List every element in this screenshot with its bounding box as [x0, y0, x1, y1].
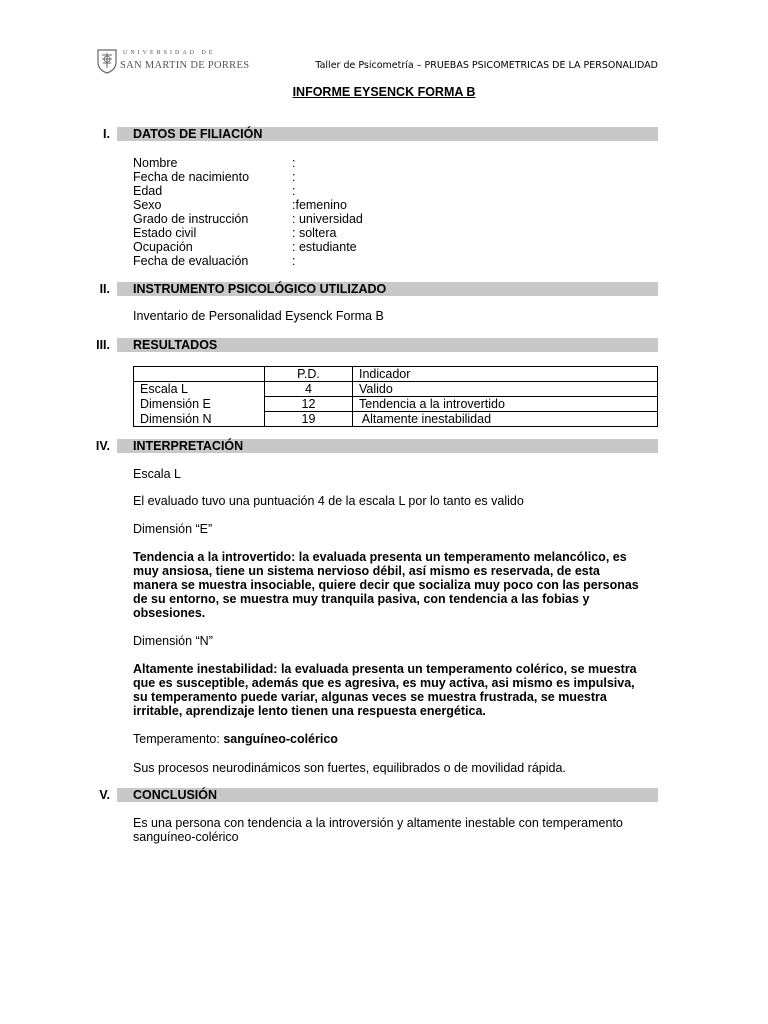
- paragraph-line: que es susceptible, además que es agresiva, es muy activa, asi mismo es impulsiva,: [133, 676, 635, 690]
- dim-e-heading: Dimensión “E”: [133, 522, 213, 536]
- dim-n-paragraph: [133, 662, 658, 718]
- filiation-value: : soltera: [292, 226, 337, 240]
- indicator-cell: Valido: [353, 382, 658, 397]
- temperament-value: sanguíneo-colérico: [223, 732, 338, 746]
- table-header-row: [134, 367, 658, 382]
- course-header: Taller de Psicometría – PRUEBAS PSICOMETRICAS DE LA PERSONALIDAD: [315, 60, 658, 71]
- temperament-line: [133, 732, 658, 746]
- paragraph-line: muy ansiosa, tiene un sistema nervioso débil, así mismo es reservada, de esta: [133, 564, 600, 578]
- section-number: V.: [99, 788, 110, 802]
- filiation-value: : universidad: [292, 212, 363, 226]
- filiation-value: :: [292, 170, 296, 184]
- table-header-cell: [134, 367, 265, 382]
- section-number: IV.: [95, 439, 110, 453]
- section-heading-results: [85, 338, 658, 353]
- table-header-cell: Indicador: [353, 367, 658, 382]
- scale-cell: Dimensión E: [134, 397, 265, 412]
- section-label: RESULTADOS: [133, 338, 218, 352]
- section-label: INTERPRETACIÓN: [133, 439, 244, 453]
- filiation-key: Grado de instrucción: [133, 212, 249, 226]
- table-row: [134, 412, 658, 427]
- university-logo: [96, 46, 250, 76]
- dim-e-paragraph: [133, 550, 658, 620]
- indicator-cell: Tendencia a la introvertido: [353, 397, 658, 412]
- paragraph-line: irritable, aprendizaje lento tienen una respuesta energética.: [133, 704, 486, 718]
- pd-cell: 12: [265, 397, 353, 412]
- paragraph-line: Es una persona con tendencia a la introversión y altamente inestable con temperamento: [133, 816, 623, 830]
- scale-cell: Dimensión N: [134, 412, 265, 427]
- results-table: [133, 366, 658, 427]
- pd-cell: 4: [265, 382, 353, 397]
- filiation-key: Fecha de nacimiento: [133, 170, 250, 184]
- filiation-key: Fecha de evaluación: [133, 254, 249, 268]
- instrument-text: Inventario de Personalidad Eysenck Forma B: [133, 309, 384, 323]
- table-row: [134, 397, 658, 412]
- conclusion-paragraph: [133, 816, 658, 844]
- paragraph-line: manera se muestra insociable, quiere decir que socializa muy poco con las personas: [133, 578, 639, 592]
- filiation-key: Sexo: [133, 198, 162, 212]
- table-row: [134, 382, 658, 397]
- filiation-key: Nombre: [133, 156, 178, 170]
- pd-cell: 19: [265, 412, 353, 427]
- filiation-value: : estudiante: [292, 240, 357, 254]
- section-heading-interpretation: [85, 439, 658, 454]
- shield-icon: [96, 48, 118, 74]
- scale-l-heading: Escala L: [133, 467, 181, 481]
- paragraph-line: su temperamento puede variar, algunas veces se muestra frustrada, se muestra: [133, 690, 607, 704]
- filiation-key: Ocupación: [133, 240, 193, 254]
- paragraph-line: obsesiones.: [133, 606, 206, 620]
- filiation-key: Estado civil: [133, 226, 197, 240]
- dim-n-heading: Dimensión “N”: [133, 634, 213, 648]
- scale-l-text: El evaluado tuvo una puntuación 4 de la escala L por lo tanto es valido: [133, 494, 524, 508]
- filiation-value: :: [292, 156, 296, 170]
- processes-text: Sus procesos neurodinámicos son fuertes, equilibrados o de movilidad rápida.: [133, 761, 566, 775]
- section-number: III.: [96, 338, 110, 352]
- scale-cell: Escala L: [134, 382, 265, 397]
- section-label: CONCLUSIÓN: [133, 788, 218, 802]
- filiation-value: :: [292, 184, 296, 198]
- table-header-cell: P.D.: [265, 367, 353, 382]
- indicator-cell: Altamente inestabilidad: [353, 412, 658, 427]
- paragraph-line: de su entorno, se muestra muy tranquila pasiva, con tendencia a las fobias y: [133, 592, 590, 606]
- logo-text-top: UNIVERSIDAD DE: [123, 50, 216, 56]
- report-title: INFORME EYSENCK FORMA B: [292, 85, 476, 99]
- paragraph-line: Tendencia a la introvertido: la evaluada presenta un temperamento melancólico, es: [133, 550, 627, 564]
- paragraph-line: sanguíneo-colérico: [133, 830, 239, 844]
- temperament-label: Temperamento:: [133, 732, 224, 746]
- section-number: I.: [103, 127, 110, 141]
- section-heading-instrument: [85, 282, 658, 297]
- filiation-key: Edad: [133, 184, 163, 198]
- logo-text-bottom: SAN MARTIN DE PORRES: [120, 60, 250, 71]
- paragraph-line: Altamente inestabilidad: la evaluada presenta un temperamento colérico, se muestra: [133, 662, 637, 676]
- section-label: DATOS DE FILIACIÓN: [133, 127, 263, 141]
- section-heading-filiation: [85, 127, 658, 142]
- section-label: INSTRUMENTO PSICOLÓGICO UTILIZADO: [133, 282, 387, 296]
- section-number: II.: [99, 282, 110, 296]
- filiation-value: :: [292, 254, 296, 268]
- section-heading-conclusion: [85, 788, 658, 803]
- filiation-value: :femenino: [292, 198, 347, 212]
